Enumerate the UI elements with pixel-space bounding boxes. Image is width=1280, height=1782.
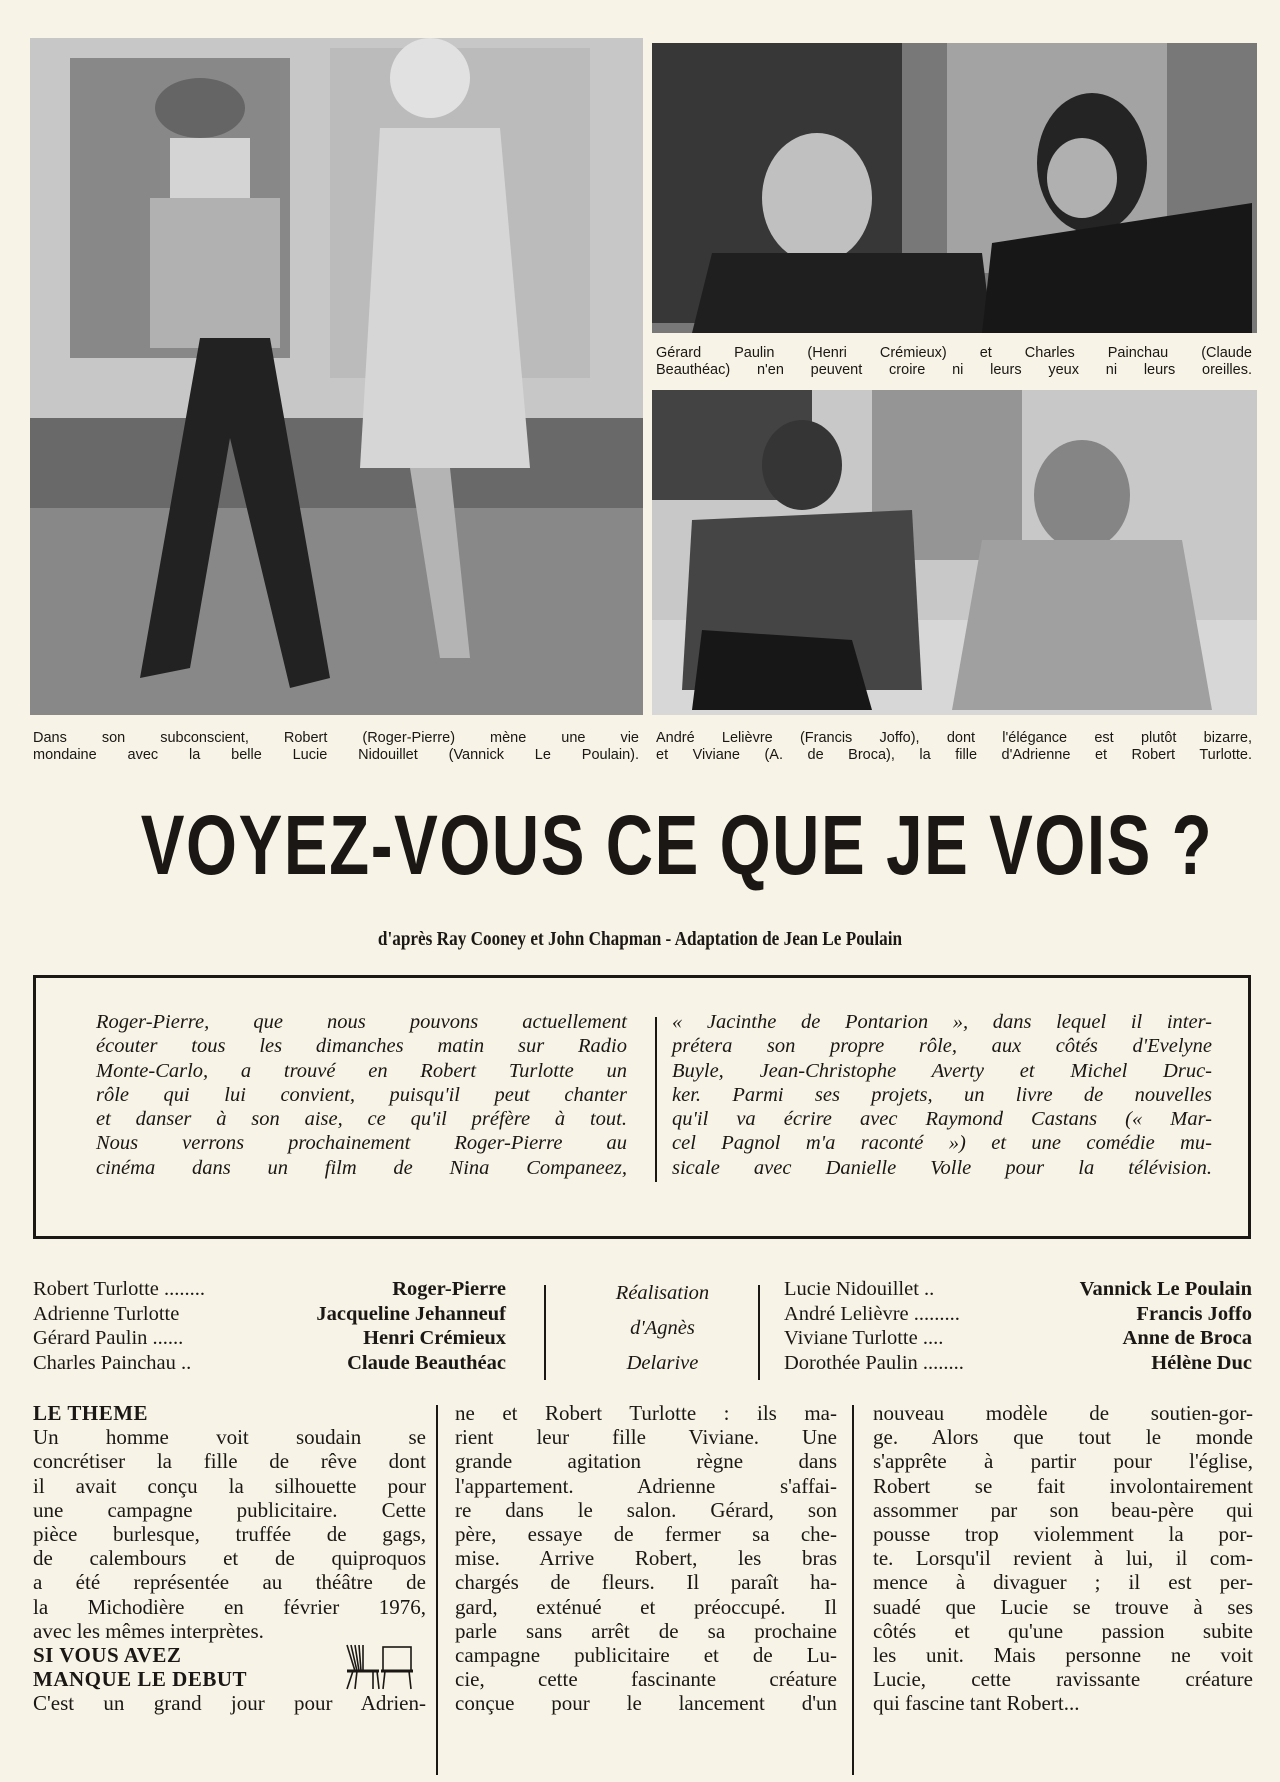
section-heading-recap: SI VOUS AVEZ [33,1643,182,1668]
body-line: les unit. Mais personne ne voit [873,1643,1253,1668]
body-line: avec les mêmes interprètes. [33,1618,264,1643]
section-heading-recap: MANQUE LE DEBUT [33,1667,248,1692]
body-line: ge. Alors que tout le monde [873,1425,1253,1450]
realisation-credit [555,1276,770,1381]
cast-actor: Henri Crémieux [363,1327,506,1349]
body-line: parle sans arrêt de sa prochaine [455,1618,837,1643]
section-heading-theme: LE THEME [33,1401,149,1425]
cast-actor: Hélène Duc [1151,1351,1252,1374]
body-line: pousse trop violemment la por- [873,1522,1253,1547]
body-line: s'apprête à partir pour l'église, [873,1449,1253,1474]
caption-line: mondaine avec la belle Lucie Nidouillet (Vannick Le Poulain). [33,747,639,763]
caption-dance-scene [33,730,639,764]
intro-column-left [96,1010,627,1180]
body-line: cie, cette fascinante créature [455,1667,837,1692]
caption-line: André Lelièvre (Francis Joffo), dont l'élégance est plutôt bizarre, [656,730,1252,746]
cast-actor: Vannick Le Poulain [1079,1278,1252,1300]
body-line: Lucie, cette ravissante créature [873,1667,1253,1692]
cast-actor: Claude Beauthéac [347,1351,506,1374]
two-men-image [652,43,1257,333]
body-line: re dans le salon. Gérard, son [455,1497,837,1522]
cast-row [784,1277,1252,1302]
body-line: conçue pour le lancement d'un [455,1691,837,1716]
intro-line: prétera son propre rôle, aux côtés d'Evelyne [672,1035,1212,1058]
intro-line: Nous verrons prochainement Roger-Pierre au [96,1132,627,1155]
body-line: a été représentée au théâtre de [33,1570,426,1595]
body-line: assommer par son beau-père qui [873,1497,1253,1522]
body-line: suadé que Lucie se trouve à ses [873,1594,1253,1619]
caption-line: Gérard Paulin (Henri Crémieux) et Charles Painchau (Claude [656,345,1252,361]
body-line: nouveau modèle de soutien-gor- [873,1401,1253,1425]
recap-heading-block [33,1643,426,1691]
column-rule [436,1405,438,1775]
body-line: il avait conçu la silhouette pour [33,1473,426,1498]
body-line: grande agitation règne dans [455,1449,837,1474]
body-column-3 [873,1401,1253,1716]
intro-line: cel Pagnol m'a raconté ») et une comédie mu- [672,1132,1212,1155]
body-line: Un homme voit soudain se [33,1425,426,1450]
body-line: l'appartement. Adrienne s'affai- [455,1473,837,1498]
body-line: chargés de fleurs. Il paraît ha- [455,1570,837,1595]
cast-role: Robert Turlotte ........ [33,1278,205,1300]
cast-role: Gérard Paulin ...... [33,1327,184,1349]
caption-line: Beauthéac) n'en peuvent croire ni leurs yeux ni leurs oreilles. [656,362,1252,378]
photo-dance-scene [30,38,643,715]
column-rule [852,1405,854,1775]
intro-line: et danser à son aise, ce qu'il préfère à tout. [96,1108,627,1131]
cast-row [33,1302,506,1327]
intro-line: écouter tous les dimanches matin sur Radio [96,1035,627,1058]
cast-divider-right [758,1285,760,1380]
body-line: qui fascine tant Robert... [873,1691,1080,1716]
intro-column-right [672,1010,1212,1180]
body-line: de calembours et de quiproquos [33,1546,426,1571]
cast-role: Adrienne Turlotte [33,1302,180,1325]
realisation-line: d'Agnès [630,1317,695,1339]
body-line: côtés et qu'une passion subite [873,1618,1253,1643]
body-line: père, essaye de fermer sa che- [455,1522,837,1547]
cast-list-right [784,1277,1252,1375]
cast-actor: Roger-Pierre [392,1278,506,1300]
realisation-line: Delarive [626,1352,699,1374]
body-line: pièce burlesque, truffée de gags, [33,1522,426,1547]
intro-line: « Jacinthe de Pontarion », dans lequel il inter- [672,1011,1212,1033]
intro-line: Monte-Carlo, a trouvé en Robert Turlotte un [96,1059,627,1082]
body-line: gard, exténué et préoccupé. Il [455,1594,837,1619]
cast-list-left [33,1277,506,1375]
body-line: mise. Arrive Robert, les bras [455,1546,837,1571]
caption-seated-couple [656,730,1252,764]
cast-row [33,1326,506,1351]
cast-divider-left [544,1285,546,1380]
cast-role: Viviane Turlotte .... [784,1327,944,1349]
intro-line: ker. Parmi ses projets, un livre de nouvelles [672,1083,1212,1106]
intro-line: rôle qui lui convient, puisqu'il peut chanter [96,1083,627,1106]
seated-couple-image [652,390,1257,715]
chairs-icon [343,1641,415,1691]
intro-line: cinéma dans un film de Nina Companeez, [96,1156,627,1179]
intro-line: qu'il va écrire avec Raymond Castans (« Mar- [672,1108,1212,1131]
caption-line: et Viviane (A. de Broca), la fille d'Adrienne et Robert Turlotte. [656,747,1252,763]
photo-two-men [652,43,1257,333]
body-line: Robert se fait involontairement [873,1473,1253,1498]
intro-line: Roger-Pierre, que nous pouvons actuellement [96,1011,627,1033]
cast-role: Lucie Nidouillet .. [784,1278,935,1300]
cast-row [33,1351,506,1376]
photo-seated-couple [652,390,1257,715]
cast-role: Dorothée Paulin ........ [784,1351,964,1374]
body-line: C'est un grand jour pour Adrien- [33,1691,426,1716]
body-line: ne et Robert Turlotte : ils ma- [455,1401,837,1425]
article-title: VOYEZ-VOUS CE QUE JE VOIS ? [140,798,1214,892]
cast-actor: Jacqueline Jehanneuf [316,1302,506,1325]
cast-row [33,1277,506,1302]
realisation-label: Réalisation [615,1282,710,1304]
intro-line: sicale avec Danielle Volle pour la télévision. [672,1156,1212,1179]
body-line: te. Lorsqu'il revient à lui, il com- [873,1546,1253,1571]
body-line: une campagne publicitaire. Cette [33,1497,426,1522]
body-line: campagne publicitaire et de Lu- [455,1643,837,1668]
caption-line: Dans son subconscient, Robert (Roger-Pierre) mène une vie [33,730,639,746]
cast-role: André Lelièvre ......... [784,1302,960,1325]
cast-row [784,1302,1252,1327]
cast-row [784,1351,1252,1376]
body-line: mence à divaguer ; il est per- [873,1570,1253,1595]
intro-column-divider [655,1017,657,1182]
body-line: rient leur fille Viviane. Une [455,1425,837,1450]
caption-two-men [656,345,1252,379]
cast-actor: Francis Joffo [1136,1302,1252,1325]
article-subtitle: d'après Ray Cooney et John Chapman - Adaptation de Jean Le Poulain [377,928,903,950]
intro-line: Buyle, Jean-Christophe Averty et Michel Druc- [672,1059,1212,1082]
dance-scene-image [30,38,643,715]
cast-actor: Anne de Broca [1122,1327,1252,1349]
body-line: concrétiser la fille de rêve dont [33,1449,426,1474]
body-column-2 [455,1401,837,1716]
body-line: la Michodière en février 1976, [33,1594,426,1619]
cast-row [784,1326,1252,1351]
body-column-1 [33,1401,426,1716]
cast-role: Charles Painchau .. [33,1351,192,1374]
